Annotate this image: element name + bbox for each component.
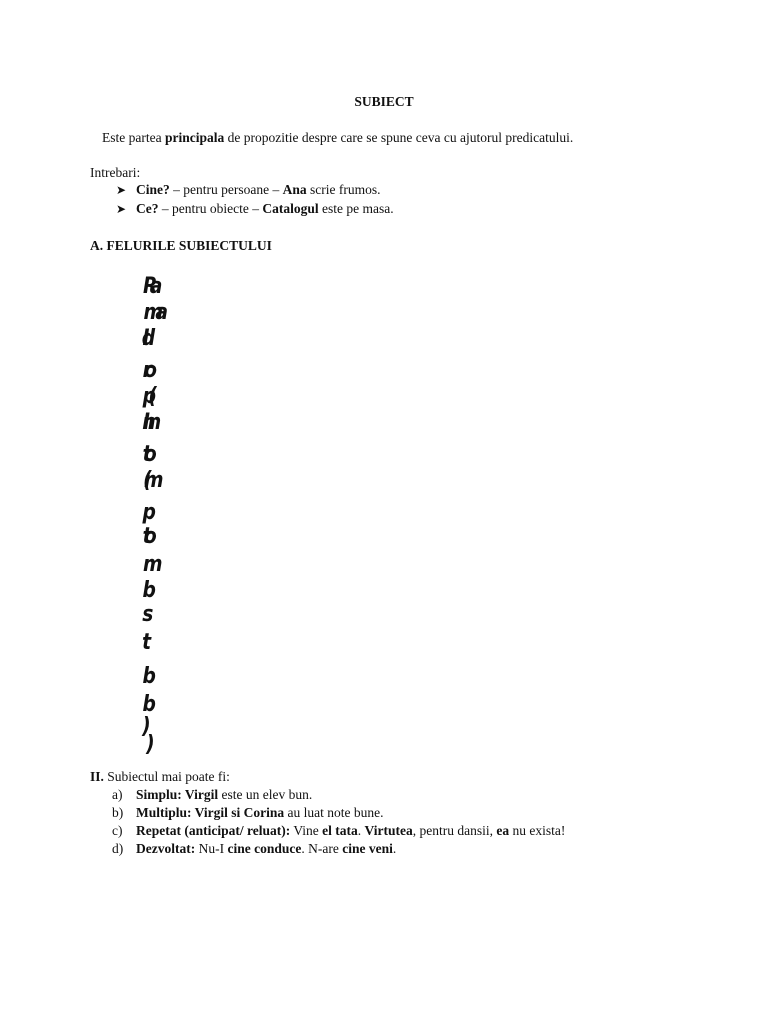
kind-example: Nu-I [195,841,228,856]
question-text: – pentru persoane – [169,182,283,197]
kind-example-bold: cine veni [342,841,393,856]
list-item [136,786,312,804]
kind-example: este un elev bun. [218,787,313,802]
kind-label: Simplu: Virgil [136,787,219,802]
garbled-glyph: to [142,524,150,549]
question-word: Ce? [136,201,159,216]
garbled-glyph: s [142,602,146,627]
list-letter: c) [112,823,123,838]
garbled-glyph: m [143,552,155,577]
list-letter: b) [112,805,124,820]
question-item [136,200,394,218]
question-item [136,181,380,199]
question-example-rest: este pe masa. [318,201,394,216]
arrow-bullet-icon: ➤ [116,202,127,216]
kind-example: au luat note bune. [284,805,384,820]
kind-example-bold: Virtutea [364,823,413,838]
definition-paragraph [102,129,573,147]
garbled-glyph: t [142,630,144,655]
garbled-glyph: p( [142,384,150,409]
arrow-bullet-icon: ➤ [116,183,127,197]
section-a-heading: A. FELURILE SUBIECTULUI [90,238,272,253]
kind-example-bold: cine conduce [227,841,302,856]
definition-bold: principala [164,130,225,145]
garbled-glyph: Id [142,326,148,351]
garbled-glyph: b [142,692,149,717]
question-example-subject: Catalogul [262,201,319,216]
questions-label: Intrebari: [90,165,141,180]
list-item [136,840,396,858]
question-text: – pentru obiecte – [158,201,263,216]
kind-example-bold: ea [496,823,510,838]
list-letter: a) [112,787,123,802]
section-ii-heading [90,768,230,786]
kind-example: . [392,841,397,856]
kind-example: Vine [290,823,323,838]
kind-label: Dezvoltat: [136,841,196,856]
kind-example: , pentru dansii, [412,823,497,838]
kind-example-bold: el tata [322,823,358,838]
list-letter: d) [112,841,124,856]
page-title: SUBIECT [354,94,414,109]
kind-example: nu exista! [509,823,566,838]
garbled-glyph: Ra [143,274,155,299]
garbled-glyph: p [142,500,149,525]
question-example-subject: Ana [282,182,307,197]
garbled-glyph: ) [142,714,143,739]
garbled-glyph: ) [146,732,147,757]
garbled-vertical-text [142,274,178,757]
list-item [136,804,384,822]
section-ii-text: Subiectul mai poate fi: [103,769,230,784]
section-ii-number: II. [90,769,104,784]
garbled-glyph: ro [142,358,150,383]
garbled-glyph: (m [143,468,156,493]
garbled-glyph: to [142,442,150,467]
garbled-glyph: Inn [142,410,154,435]
kind-label: Repetat (anticipat/ reluat): [136,823,291,838]
kind-example: . [357,823,365,838]
definition-prefix: Este partea [102,130,165,145]
list-item [136,822,565,840]
question-word: Cine? [136,182,170,197]
kind-example: . N-are [301,841,343,856]
question-example-rest: scrie frumos. [306,182,381,197]
garbled-glyph: b [142,664,149,689]
definition-suffix: de propozitie despre care se spune ceva cu ajutorul predicatului. [224,130,574,145]
kind-label: Multiplu: Virgil si Corina [136,805,285,820]
garbled-glyph: ma [143,300,161,325]
garbled-glyph: b [142,578,149,603]
